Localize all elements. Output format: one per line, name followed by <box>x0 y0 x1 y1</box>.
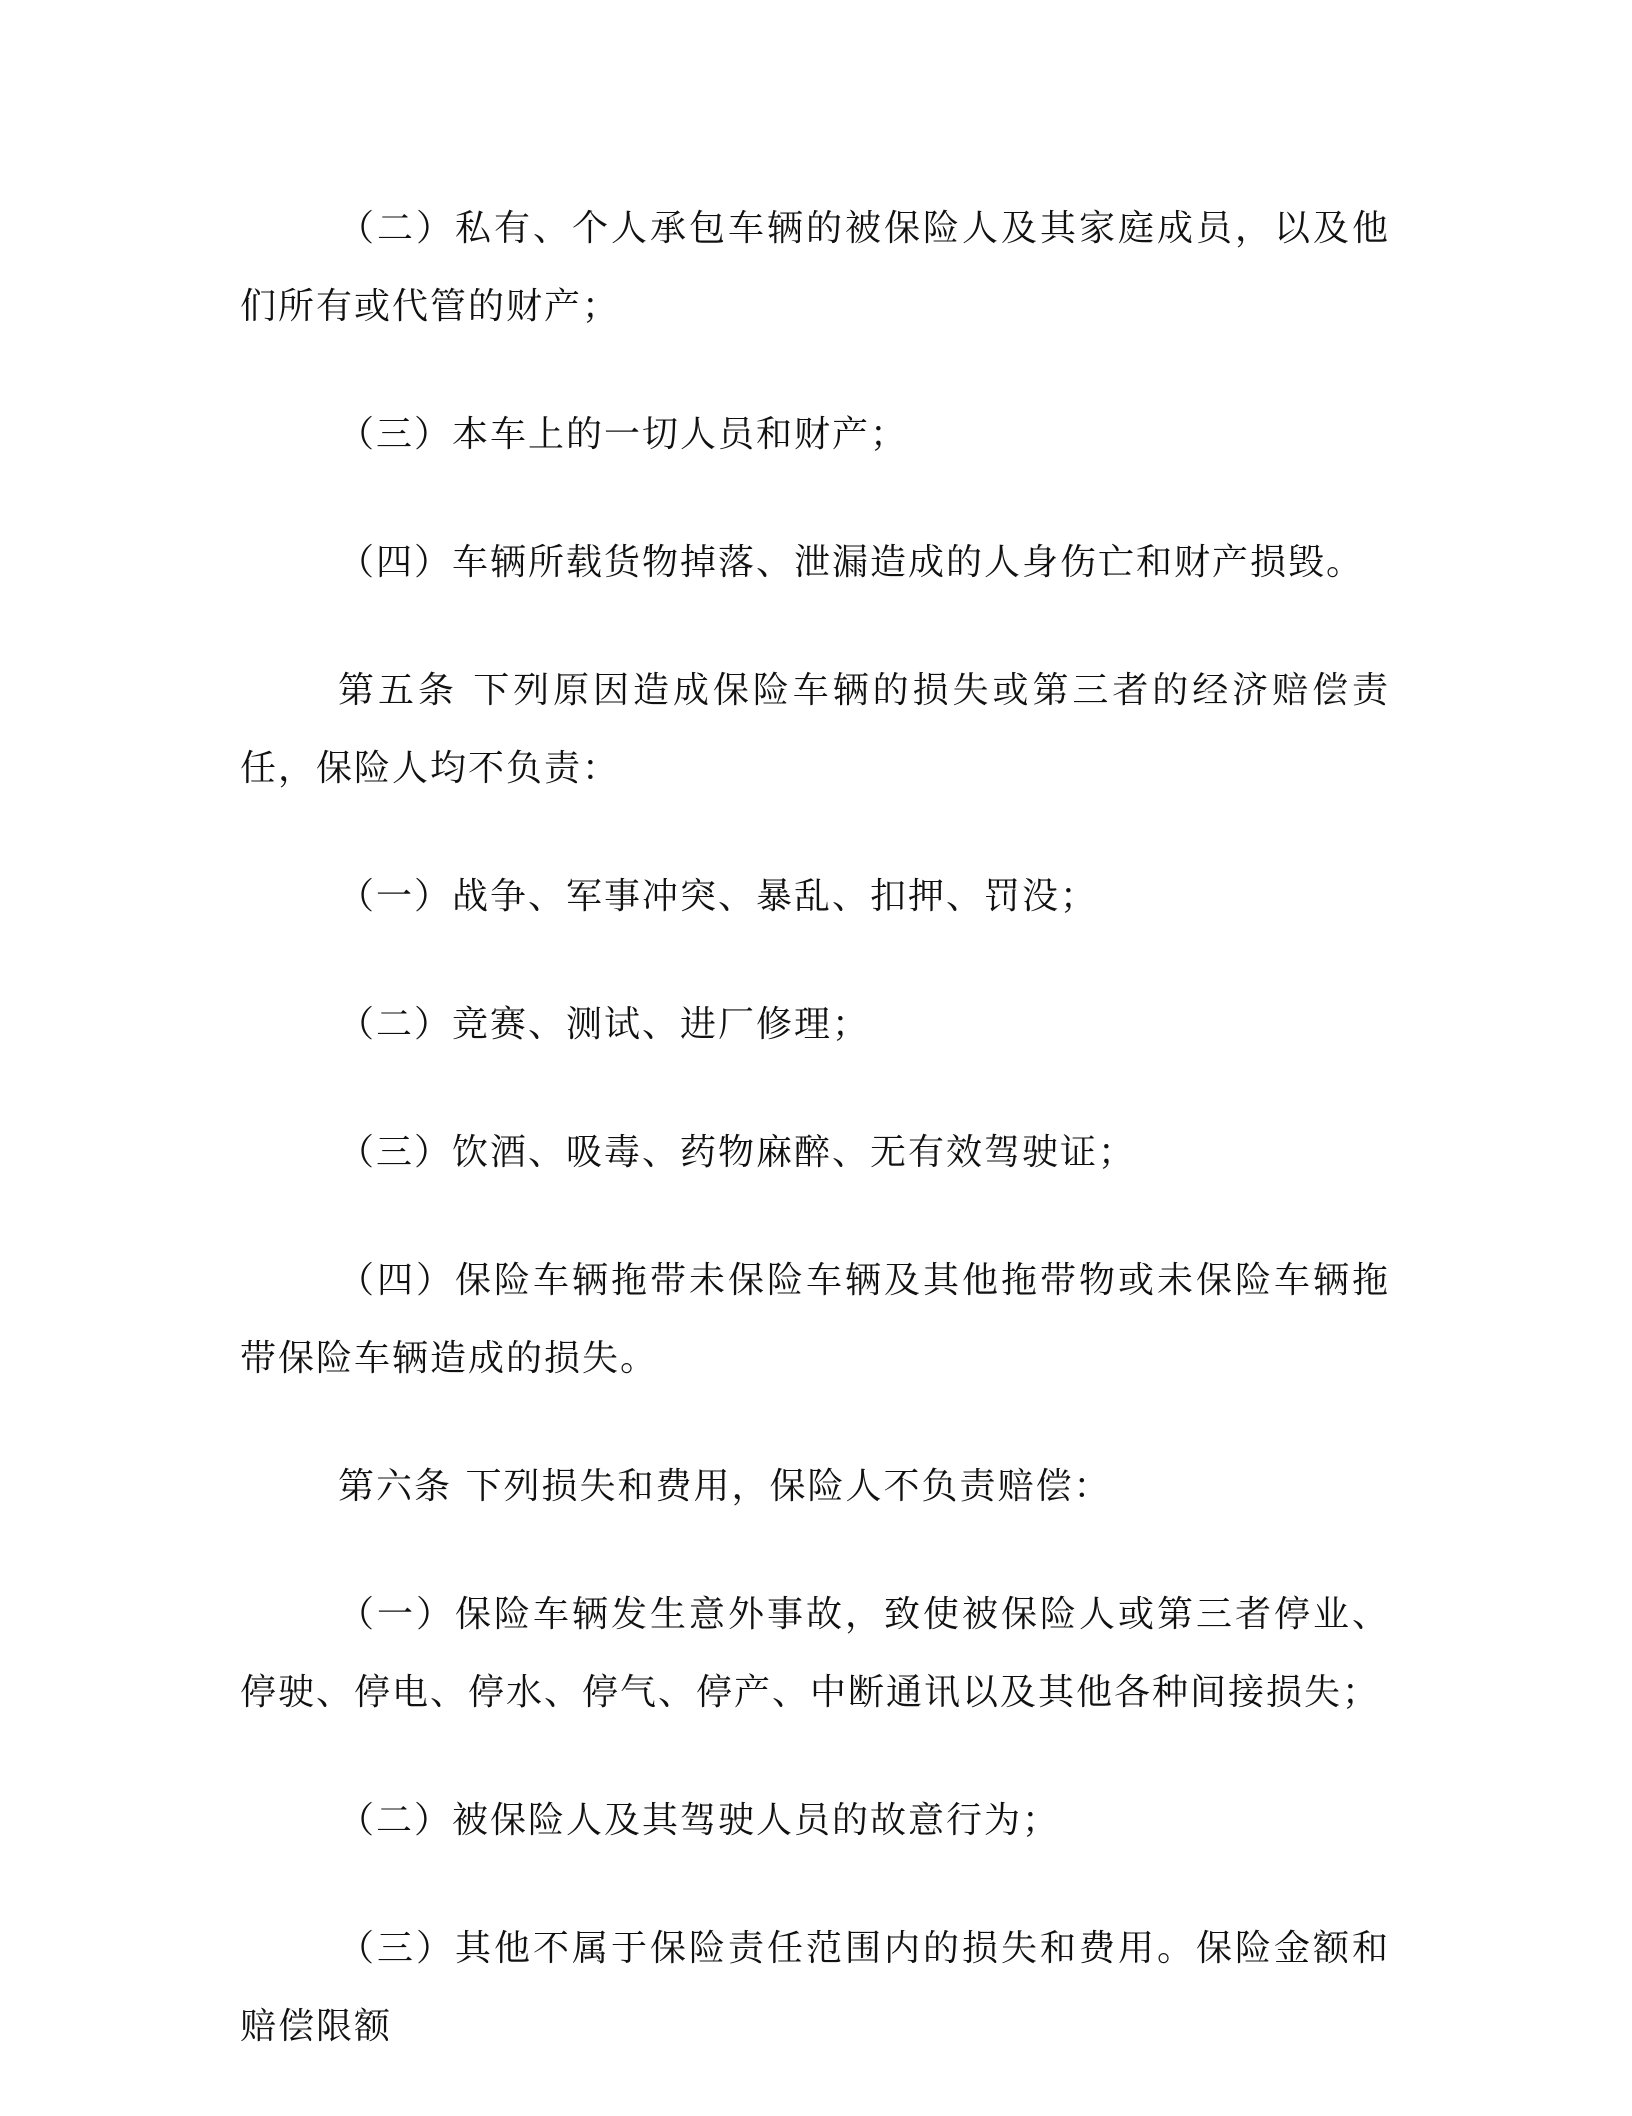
paragraph-article-6-item-3: （三）其他不属于保险责任范围内的损失和费用。保险金额和赔偿限额 <box>240 1928 1390 2047</box>
paragraph-article-5-item-4: （四）保险车辆拖带未保险车辆及其他拖带物或未保险车辆拖带保险车辆造成的损失。 <box>240 1260 1390 1379</box>
paragraph-clause-4-cargo-spill: （四）车辆所载货物掉落、泄漏造成的人身伤亡和财产损毁。 <box>338 542 1365 583</box>
paragraph-clause-3-persons-on-vehicle: （三）本车上的一切人员和财产； <box>338 414 909 455</box>
paragraph-article-5-item-2: （二）竞赛、测试、进厂修理； <box>338 1004 871 1045</box>
paragraph-clause-2-private-vehicles: （二）私有、个人承包车辆的被保险人及其家庭成员，以及他们所有或代管的财产； <box>240 208 1390 327</box>
paragraph-article-5-item-1: （一）战争、军事冲突、暴乱、扣押、罚没； <box>338 876 1099 917</box>
document-body <box>240 190 1390 2116</box>
paragraph-article-6-item-1: （一）保险车辆发生意外事故，致使被保险人或第三者停业、停驶、停电、停水、停气、停产、中断通讯以及其他各种间接损失； <box>240 1594 1390 1713</box>
paragraph-article-6-item-2: （二）被保险人及其驾驶人员的故意行为； <box>338 1800 1061 1841</box>
paragraph-article-5-item-3: （三）饮酒、吸毒、药物麻醉、无有效驾驶证； <box>338 1132 1137 1173</box>
paragraph-article-5: 第五条 下列原因造成保险车辆的损失或第三者的经济赔偿责任，保险人均不负责： <box>240 670 1390 789</box>
paragraph-article-6: 第六条 下列损失和费用，保险人不负责赔偿： <box>338 1466 1112 1507</box>
